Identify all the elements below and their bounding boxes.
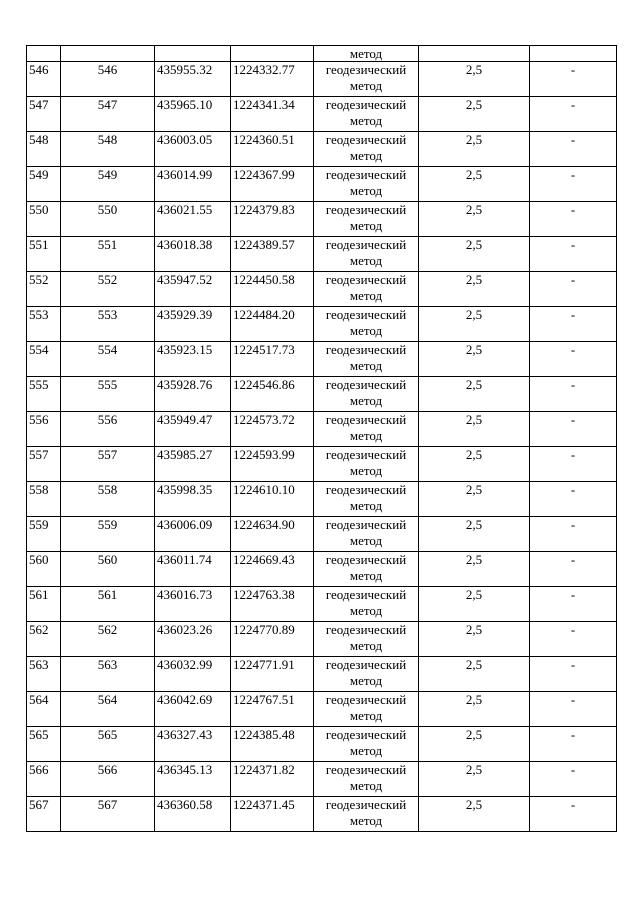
method-cell [314, 517, 419, 552]
method-line-1: геодезический [325, 447, 407, 462]
method-line-1: геодезический [325, 657, 407, 672]
point-number-cell: 556 [61, 412, 155, 447]
accuracy-cell: 2,5 [419, 412, 530, 447]
accuracy-cell: 2,5 [419, 622, 530, 657]
method-line-1: геодезический [325, 62, 407, 77]
row-number-cell: 550 [27, 202, 61, 237]
table-row [27, 412, 617, 447]
note-cell: - [530, 62, 617, 97]
table-row [27, 797, 617, 832]
method-line-1: геодезический [325, 692, 407, 707]
y-coordinate-cell: 1224669.43 [231, 552, 314, 587]
row-number-cell: 555 [27, 377, 61, 412]
method-line-2: метод [349, 743, 383, 758]
table-row [27, 762, 617, 797]
x-coordinate-cell: 436327.43 [155, 727, 231, 762]
table-row [27, 482, 617, 517]
table-row [27, 62, 617, 97]
accuracy-cell: 2,5 [419, 447, 530, 482]
row-number-cell: 547 [27, 97, 61, 132]
method-line-1: геодезический [325, 377, 407, 392]
method-line-2: метод [349, 183, 383, 198]
method-line-1: геодезический [325, 342, 407, 357]
cell-empty [530, 46, 617, 62]
row-number-cell: 546 [27, 62, 61, 97]
y-coordinate-cell: 1224371.82 [231, 762, 314, 797]
note-cell: - [530, 132, 617, 167]
note-cell: - [530, 202, 617, 237]
cell-empty [155, 46, 231, 62]
note-cell: - [530, 237, 617, 272]
accuracy-cell: 2,5 [419, 97, 530, 132]
method-line-2: метод [349, 533, 383, 548]
accuracy-cell: 2,5 [419, 657, 530, 692]
y-coordinate-cell: 1224341.34 [231, 97, 314, 132]
point-number-cell: 550 [61, 202, 155, 237]
note-cell: - [530, 552, 617, 587]
method-cell [314, 342, 419, 377]
method-line-2: метод [349, 323, 383, 338]
accuracy-cell: 2,5 [419, 797, 530, 832]
cell-empty [27, 46, 61, 62]
x-coordinate-cell: 436016.73 [155, 587, 231, 622]
table-row [27, 447, 617, 482]
y-coordinate-cell: 1224360.51 [231, 132, 314, 167]
method-cell [314, 692, 419, 727]
note-cell: - [530, 797, 617, 832]
method-line-2: метод [349, 428, 383, 443]
note-cell: - [530, 762, 617, 797]
point-number-cell: 547 [61, 97, 155, 132]
row-number-cell: 548 [27, 132, 61, 167]
point-number-cell: 554 [61, 342, 155, 377]
method-line-2: метод [349, 603, 383, 618]
method-cell [314, 202, 419, 237]
x-coordinate-cell: 436018.38 [155, 237, 231, 272]
note-cell: - [530, 622, 617, 657]
method-cell [314, 552, 419, 587]
x-coordinate-cell: 435928.76 [155, 377, 231, 412]
point-number-cell: 566 [61, 762, 155, 797]
x-coordinate-cell: 436011.74 [155, 552, 231, 587]
note-cell: - [530, 167, 617, 202]
method-cell [314, 482, 419, 517]
continuation-row [27, 46, 617, 62]
y-coordinate-cell: 1224385.48 [231, 727, 314, 762]
accuracy-cell: 2,5 [419, 482, 530, 517]
y-coordinate-cell: 1224771.91 [231, 657, 314, 692]
row-number-cell: 554 [27, 342, 61, 377]
method-line-2: метод [349, 568, 383, 583]
table-row [27, 727, 617, 762]
cell-empty [419, 46, 530, 62]
point-number-cell: 562 [61, 622, 155, 657]
method-cell [314, 237, 419, 272]
method-line-1: геодезический [325, 167, 407, 182]
x-coordinate-cell: 436006.09 [155, 517, 231, 552]
y-coordinate-cell: 1224770.89 [231, 622, 314, 657]
method-cell [314, 762, 419, 797]
y-coordinate-cell: 1224593.99 [231, 447, 314, 482]
row-number-cell: 565 [27, 727, 61, 762]
row-number-cell: 566 [27, 762, 61, 797]
note-cell: - [530, 377, 617, 412]
x-coordinate-cell: 436003.05 [155, 132, 231, 167]
cell-empty [231, 46, 314, 62]
method-line-2: метод [349, 638, 383, 653]
x-coordinate-cell: 435947.52 [155, 272, 231, 307]
method-line-1: геодезический [325, 272, 407, 287]
note-cell: - [530, 307, 617, 342]
point-number-cell: 551 [61, 237, 155, 272]
method-cell [314, 132, 419, 167]
method-line-1: геодезический [325, 797, 407, 812]
note-cell: - [530, 657, 617, 692]
point-number-cell: 567 [61, 797, 155, 832]
method-line-1: геодезический [325, 762, 407, 777]
point-number-cell: 565 [61, 727, 155, 762]
method-line-2: метод [349, 708, 383, 723]
method-cell [314, 587, 419, 622]
coordinates-table [26, 45, 617, 832]
table-row [27, 167, 617, 202]
y-coordinate-cell: 1224450.58 [231, 272, 314, 307]
x-coordinate-cell: 435998.35 [155, 482, 231, 517]
cell-empty [61, 46, 155, 62]
method-line-2: метод [349, 148, 383, 163]
method-cell [314, 657, 419, 692]
table-row [27, 622, 617, 657]
x-coordinate-cell: 435965.10 [155, 97, 231, 132]
accuracy-cell: 2,5 [419, 342, 530, 377]
y-coordinate-cell: 1224763.38 [231, 587, 314, 622]
row-number-cell: 560 [27, 552, 61, 587]
note-cell: - [530, 412, 617, 447]
point-number-cell: 553 [61, 307, 155, 342]
note-cell: - [530, 517, 617, 552]
point-number-cell: 560 [61, 552, 155, 587]
x-coordinate-cell: 436014.99 [155, 167, 231, 202]
accuracy-cell: 2,5 [419, 727, 530, 762]
method-line-2: метод [349, 393, 383, 408]
method-line-2: метод [349, 498, 383, 513]
accuracy-cell: 2,5 [419, 237, 530, 272]
note-cell: - [530, 482, 617, 517]
point-number-cell: 555 [61, 377, 155, 412]
point-number-cell: 546 [61, 62, 155, 97]
x-coordinate-cell: 435923.15 [155, 342, 231, 377]
y-coordinate-cell: 1224610.10 [231, 482, 314, 517]
method-cell [314, 307, 419, 342]
method-line-1: геодезический [325, 482, 407, 497]
table-row [27, 342, 617, 377]
accuracy-cell: 2,5 [419, 517, 530, 552]
row-number-cell: 553 [27, 307, 61, 342]
point-number-cell: 548 [61, 132, 155, 167]
note-cell: - [530, 447, 617, 482]
method-line-1: геодезический [325, 132, 407, 147]
x-coordinate-cell: 436360.58 [155, 797, 231, 832]
point-number-cell: 549 [61, 167, 155, 202]
method-cell [314, 272, 419, 307]
method-line-1: геодезический [325, 202, 407, 217]
accuracy-cell: 2,5 [419, 587, 530, 622]
method-cell [314, 97, 419, 132]
method-line-1: геодезический [325, 517, 407, 532]
method-line-2: метод [349, 288, 383, 303]
method-line-2: метод [349, 463, 383, 478]
y-coordinate-cell: 1224389.57 [231, 237, 314, 272]
y-coordinate-cell: 1224517.73 [231, 342, 314, 377]
row-number-cell: 556 [27, 412, 61, 447]
method-line-2: метод [349, 358, 383, 373]
accuracy-cell: 2,5 [419, 762, 530, 797]
method-line-2: метод [349, 673, 383, 688]
table-row [27, 202, 617, 237]
method-line-1: геодезический [325, 412, 407, 427]
accuracy-cell: 2,5 [419, 692, 530, 727]
x-coordinate-cell: 435949.47 [155, 412, 231, 447]
table-row [27, 552, 617, 587]
method-cell [314, 412, 419, 447]
y-coordinate-cell: 1224546.86 [231, 377, 314, 412]
accuracy-cell: 2,5 [419, 552, 530, 587]
x-coordinate-cell: 436042.69 [155, 692, 231, 727]
method-cell [314, 167, 419, 202]
y-coordinate-cell: 1224367.99 [231, 167, 314, 202]
table-row [27, 587, 617, 622]
row-number-cell: 561 [27, 587, 61, 622]
y-coordinate-cell: 1224634.90 [231, 517, 314, 552]
accuracy-cell: 2,5 [419, 272, 530, 307]
accuracy-cell: 2,5 [419, 377, 530, 412]
table-row [27, 517, 617, 552]
row-number-cell: 558 [27, 482, 61, 517]
note-cell: - [530, 692, 617, 727]
accuracy-cell: 2,5 [419, 167, 530, 202]
method-line-1: геодезический [325, 97, 407, 112]
row-number-cell: 563 [27, 657, 61, 692]
method-line-2: метод [349, 813, 383, 828]
accuracy-cell: 2,5 [419, 307, 530, 342]
method-cell: метод [314, 46, 419, 62]
y-coordinate-cell: 1224332.77 [231, 62, 314, 97]
x-coordinate-cell: 435985.27 [155, 447, 231, 482]
method-cell [314, 622, 419, 657]
x-coordinate-cell: 436023.26 [155, 622, 231, 657]
method-line-1: геодезический [325, 622, 407, 637]
method-cell [314, 447, 419, 482]
point-number-cell: 563 [61, 657, 155, 692]
table-row [27, 272, 617, 307]
method-line-1: геодезический [325, 307, 407, 322]
y-coordinate-cell: 1224484.20 [231, 307, 314, 342]
accuracy-cell: 2,5 [419, 62, 530, 97]
method-line-2: метод [349, 778, 383, 793]
method-line-1: геодезический [325, 587, 407, 602]
row-number-cell: 559 [27, 517, 61, 552]
row-number-cell: 562 [27, 622, 61, 657]
table-row [27, 237, 617, 272]
row-number-cell: 549 [27, 167, 61, 202]
row-number-cell: 557 [27, 447, 61, 482]
point-number-cell: 552 [61, 272, 155, 307]
note-cell: - [530, 342, 617, 377]
accuracy-cell: 2,5 [419, 132, 530, 167]
table-row [27, 377, 617, 412]
method-line-2: метод [349, 218, 383, 233]
method-cell [314, 377, 419, 412]
method-cell [314, 797, 419, 832]
note-cell: - [530, 727, 617, 762]
row-number-cell: 564 [27, 692, 61, 727]
y-coordinate-cell: 1224371.45 [231, 797, 314, 832]
method-line-1: геодезический [325, 237, 407, 252]
method-line-2: метод [349, 78, 383, 93]
note-cell: - [530, 587, 617, 622]
y-coordinate-cell: 1224767.51 [231, 692, 314, 727]
table-row [27, 307, 617, 342]
method-line-2: метод [349, 253, 383, 268]
table-body [27, 46, 617, 832]
x-coordinate-cell: 436345.13 [155, 762, 231, 797]
point-number-cell: 558 [61, 482, 155, 517]
x-coordinate-cell: 436032.99 [155, 657, 231, 692]
note-cell: - [530, 97, 617, 132]
row-number-cell: 567 [27, 797, 61, 832]
table-row [27, 692, 617, 727]
note-cell: - [530, 272, 617, 307]
y-coordinate-cell: 1224379.83 [231, 202, 314, 237]
row-number-cell: 551 [27, 237, 61, 272]
x-coordinate-cell: 435955.32 [155, 62, 231, 97]
table-row [27, 97, 617, 132]
table-row [27, 657, 617, 692]
row-number-cell: 552 [27, 272, 61, 307]
point-number-cell: 559 [61, 517, 155, 552]
accuracy-cell: 2,5 [419, 202, 530, 237]
point-number-cell: 564 [61, 692, 155, 727]
y-coordinate-cell: 1224573.72 [231, 412, 314, 447]
method-line-1: геодезический [325, 552, 407, 567]
point-number-cell: 557 [61, 447, 155, 482]
x-coordinate-cell: 435929.39 [155, 307, 231, 342]
method-line-2: метод [349, 113, 383, 128]
method-line-1: геодезический [325, 727, 407, 742]
point-number-cell: 561 [61, 587, 155, 622]
x-coordinate-cell: 436021.55 [155, 202, 231, 237]
table-row [27, 132, 617, 167]
method-cell [314, 62, 419, 97]
method-cell [314, 727, 419, 762]
